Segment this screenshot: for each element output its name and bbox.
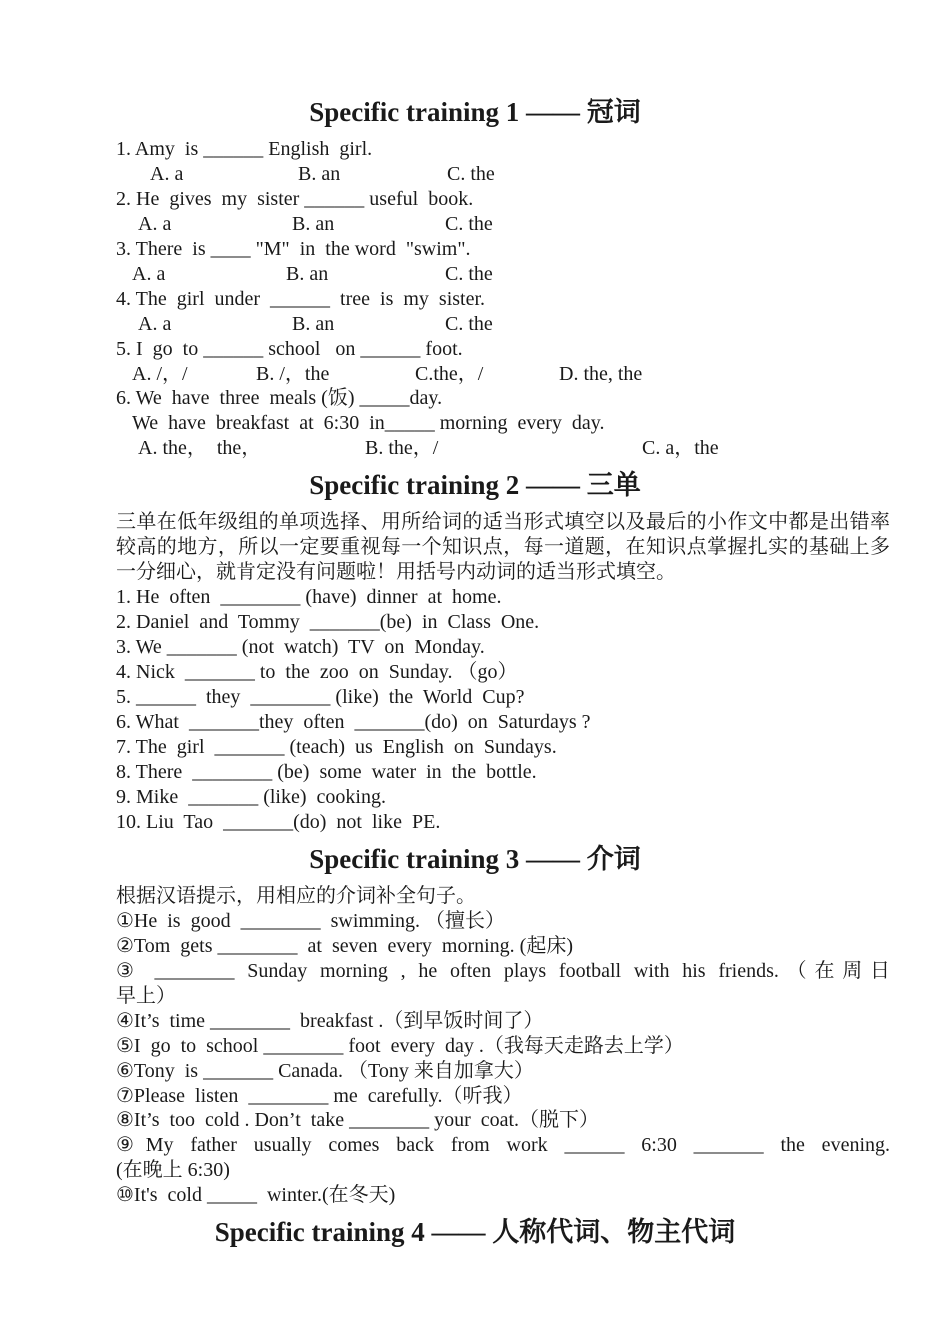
s3-item-10: ⑩It's cold _____ winter.(在冬天) [116,1184,396,1206]
section-2-title: Specific training 2 —— 三单 [309,470,641,500]
s1-q1-option-c: C. the [447,163,495,185]
s2-item-9: 9. Mike _______ (like) cooking. [116,786,386,808]
s1-q1-option-b: B. an [298,163,341,185]
s2-intro: 三单在低年级组的单项选择、用所给词的适当形式填空以及最后的小作文中都是出错率较高的地方，所以一定要重视每一个知识点，每一道题，在知识点掌握扎实的基础上多一分细心，就肯定没有问题啦！用括号内动词的适当形式填空。 [116,511,890,583]
s1-q3-option-c: C. the [445,263,493,285]
s1-q5-option-d: D. the, the [559,363,643,385]
s1-q4-option-c: C. the [445,313,493,335]
s1-q6-option-a: A. the， the， [138,437,262,459]
s2-item-6: 6. What _______they often _______(do) on Saturdays ? [116,711,591,733]
s1-q3-option-a: A. a [132,263,166,285]
s1-q2-option-b: B. an [292,213,335,235]
s1-question-6b: We have breakfast at 6:30 in_____ morning every day. [132,412,605,434]
s3-item-9-line-2: (在晚上 6:30) [116,1159,230,1181]
s2-item-4: 4. Nick _______ to the zoo on Sunday. （go） [116,661,518,683]
s1-q3-option-b: B. an [286,263,329,285]
s3-item-3-line-1: ③ ________ Sunday morning , he often plays football with his friends.（在周日 [116,960,890,982]
s3-item-8: ⑧It’s too cold . Don’t take ________ your coat.（脱下） [116,1109,600,1131]
section-1-title: Specific training 1 —— 冠词 [309,97,641,127]
s1-q5-option-a: A. /，/ [132,363,188,385]
s1-question-6a: 6. We have three meals (饭) _____day. [116,387,443,409]
s2-item-3: 3. We _______ (not watch) TV on Monday. [116,636,485,658]
s1-question-2: 2. He gives my sister ______ useful book. [116,188,474,210]
s2-item-8: 8. There ________ (be) some water in the bottle. [116,761,537,783]
s1-q1-option-a: A. a [150,163,184,185]
s1-question-1: 1. Amy is ______ English girl. [116,138,373,160]
s3-item-7: ⑦Please listen ________ me carefully.（听我） [116,1085,523,1107]
s2-item-2: 2. Daniel and Tommy _______(be) in Class One. [116,611,540,633]
s1-q5-option-c: C.the，/ [415,363,484,385]
section-4-title: Specific training 4 —— 人称代词、物主代词 [214,1217,736,1247]
s3-item-4: ④It’s time ________ breakfast .（到早饭时间了） [116,1010,544,1032]
s3-item-6: ⑥Tony is _______ Canada. （Tony 来自加拿大） [116,1060,534,1082]
s2-item-1: 1. He often ________ (have) dinner at home. [116,586,502,608]
s1-question-5: 5. I go to ______ school on ______ foot. [116,338,463,360]
s3-item-3-line-2: 早上） [116,985,176,1007]
s1-question-4: 4. The girl under ______ tree is my sister. [116,288,486,310]
s2-item-10: 10. Liu Tao _______(do) not like PE. [116,811,441,833]
s1-q6-option-b: B. the，/ [365,437,439,459]
s3-item-5: ⑤I go to school ________ foot every day .（我每天走路去上学） [116,1035,684,1057]
section-3-title: Specific training 3 —— 介词 [309,844,641,874]
s3-item-2: ②Tom gets ________ at seven every morning. (起床) [116,935,574,957]
s1-q5-option-b: B. /，the [256,363,330,385]
s1-q6-option-c: C. a，the [642,437,719,459]
s1-q4-option-b: B. an [292,313,335,335]
s1-q2-option-c: C. the [445,213,493,235]
s1-question-3: 3. There is ____ "M" in the word "swim". [116,238,471,260]
s3-intro: 根据汉语提示，用相应的介词补全句子。 [116,885,476,907]
s2-item-5: 5. ______ they ________ (like) the World Cup? [116,686,525,708]
s1-q2-option-a: A. a [138,213,172,235]
s1-q4-option-a: A. a [138,313,172,335]
s2-item-7: 7. The girl _______ (teach) us English on Sundays. [116,736,557,758]
s3-item-9-line-1: ⑨My father usually comes back from work ______ 6:30 _______ the evening. [116,1134,890,1156]
s3-item-1: ①He is good ________ swimming. （擅长） [116,910,506,932]
